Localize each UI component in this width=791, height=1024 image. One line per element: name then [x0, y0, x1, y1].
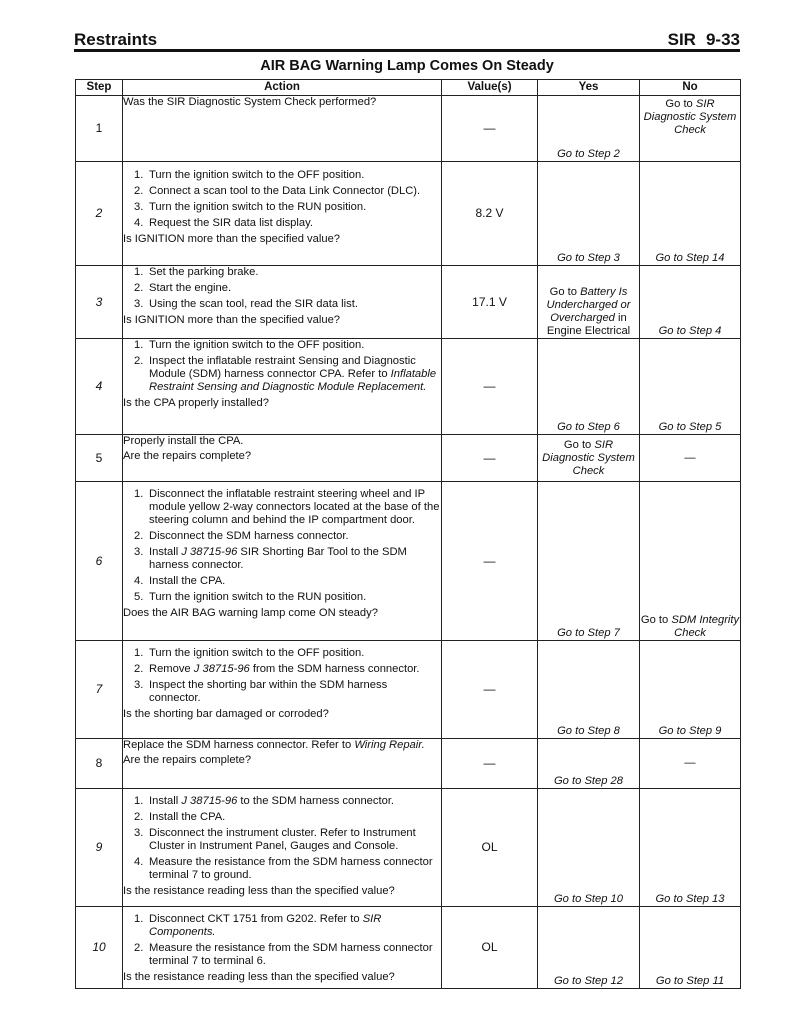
action-cell: [123, 96, 442, 162]
action-item: 4. Request the SIR data list display.: [134, 217, 313, 229]
question-text: Are the repairs complete?: [123, 754, 252, 766]
no-cell: Go to Step 14: [640, 162, 741, 266]
col-yes: Yes: [538, 80, 640, 96]
no-cell: Go to Step 5: [640, 339, 741, 435]
yes-cell: Go to Battery Is Undercharged or Overcharged in Engine Electrical: [538, 266, 640, 339]
action-item: 2. Measure the resistance from the SDM harness connector terminal 7 to terminal 6.: [134, 942, 433, 967]
action-item: 2. Remove J 38715-96 from the SDM harness connector.: [134, 663, 420, 675]
question-text: Is the resistance reading less than the specified value?: [123, 885, 395, 897]
action-list: [123, 795, 441, 882]
table-row-step-1: [76, 96, 741, 162]
action-cell: [123, 266, 442, 339]
diagnostic-table: [75, 79, 741, 989]
question-text: Is the shorting bar damaged or corroded?: [123, 708, 329, 720]
yes-cell: Go to Step 28: [538, 739, 640, 789]
value-cell: 17.1 V: [442, 266, 538, 339]
action-item: 2. Connect a scan tool to the Data Link Connector (DLC).: [134, 185, 421, 197]
table-row-step-5: [76, 435, 741, 482]
action-cell: [123, 162, 442, 266]
action-text: Replace the SDM harness connector. Refer to Wiring Repair.: [123, 739, 425, 751]
value-cell: —: [442, 482, 538, 641]
value-cell: —: [442, 339, 538, 435]
value-cell: —: [442, 641, 538, 739]
table-title: AIR BAG Warning Lamp Comes On Steady: [260, 58, 554, 74]
yes-cell: Go to Step 12: [538, 907, 640, 989]
action-cell: [123, 907, 442, 989]
action-list: [123, 647, 441, 705]
action-item: 2. Inspect the inflatable restraint Sensing and Diagnostic Module (SDM) harness connector CPA. Refer to Inflatable Restraint Sensing and Diagnostic Module Replacement.: [134, 355, 437, 393]
question-text: Does the AIR BAG warning lamp come ON steady?: [123, 607, 378, 619]
table-row-step-10: [76, 907, 741, 989]
value-cell: OL: [442, 789, 538, 907]
table-header-row: [76, 80, 741, 96]
action-text: Properly install the CPA.: [123, 435, 244, 447]
col-action: Action: [123, 80, 442, 96]
step-number: 2: [76, 162, 123, 266]
no-prefix: Go to: [665, 98, 696, 110]
action-item: 2. Install the CPA.: [134, 811, 226, 823]
action-list: [123, 488, 441, 604]
value-cell: —: [442, 96, 538, 162]
section-title: Restraints: [74, 30, 158, 49]
action-item: 4. Install the CPA.: [134, 575, 226, 587]
yes-cell: Go to Step 8: [538, 641, 640, 739]
no-cell: Go to Step 13: [640, 789, 741, 907]
step-number: 1: [76, 96, 123, 162]
action-cell: [123, 739, 442, 789]
question-text: Is the resistance reading less than the specified value?: [123, 971, 395, 983]
action-cell: [123, 641, 442, 739]
action-cell: [123, 482, 442, 641]
action-item: 1. Turn the ignition switch to the OFF position.: [134, 339, 365, 351]
page-reference: [668, 30, 740, 50]
value-cell: —: [442, 435, 538, 482]
step-number: 9: [76, 789, 123, 907]
table-row-step-7: [76, 641, 741, 739]
action-item: 3. Using the scan tool, read the SIR data list.: [134, 298, 358, 310]
step-number: 7: [76, 641, 123, 739]
no-cell: [640, 96, 741, 162]
no-cell: Go to SDM Integrity Check: [640, 482, 741, 641]
action-item: 2. Disconnect the SDM harness connector.: [134, 530, 349, 542]
action-item: 1. Install J 38715-96 to the SDM harness connector.: [134, 795, 395, 807]
action-text: Was the SIR Diagnostic System Check performed?: [123, 96, 377, 108]
step-number: 6: [76, 482, 123, 641]
action-cell: [123, 789, 442, 907]
col-values: Value(s): [442, 80, 538, 96]
action-list: [123, 913, 441, 968]
table-row-step-9: [76, 789, 741, 907]
action-list: [123, 169, 441, 230]
action-item: 3. Turn the ignition switch to the RUN position.: [134, 201, 367, 213]
action-item: 5. Turn the ignition switch to the RUN position.: [134, 591, 367, 603]
value-cell: 8.2 V: [442, 162, 538, 266]
yes-cell: Go to Step 7: [538, 482, 640, 641]
step-number: 4: [76, 339, 123, 435]
action-item: 3. Install J 38715-96 SIR Shorting Bar Tool to the SDM harness connector.: [134, 546, 407, 571]
action-item: 1. Disconnect the inflatable restraint steering wheel and IP module yellow 2-way connectors located at the base of the steering column and behind the IP compartment door.: [134, 488, 440, 526]
table-row-step-8: [76, 739, 741, 789]
no-ref: SIR Diagnostic System Check: [643, 98, 737, 136]
action-item: 1. Turn the ignition switch to the OFF position.: [134, 169, 365, 181]
action-item: 3. Disconnect the instrument cluster. Refer to Instrument Cluster in Instrument Panel, Gauges and Console.: [134, 827, 416, 852]
step-number: 3: [76, 266, 123, 339]
step-number: 10: [76, 907, 123, 989]
action-list: [123, 339, 441, 394]
header-rule: [74, 49, 740, 52]
action-cell: [123, 435, 442, 482]
step-number: 8: [76, 739, 123, 789]
question-text: Are the repairs complete?: [123, 450, 252, 462]
no-cell: —: [640, 739, 741, 789]
action-item: 3. Inspect the shorting bar within the SDM harness connector.: [134, 679, 388, 704]
table-row-step-2: [76, 162, 741, 266]
yes-cell: Go to Step 10: [538, 789, 640, 907]
action-item: 2. Start the engine.: [134, 282, 232, 294]
no-cell: Go to Step 9: [640, 641, 741, 739]
question-text: Is IGNITION more than the specified value?: [123, 233, 341, 245]
action-list: [123, 266, 441, 311]
col-no: No: [640, 80, 741, 96]
table-row-step-6: [76, 482, 741, 641]
yes-cell: Go to Step 3: [538, 162, 640, 266]
action-cell: [123, 339, 442, 435]
action-item: 1. Disconnect CKT 1751 from G202. Refer to SIR Components.: [134, 913, 382, 938]
no-cell: Go to Step 11: [640, 907, 741, 989]
no-cell: —: [640, 435, 741, 482]
action-item: 1. Set the parking brake.: [134, 266, 259, 278]
no-cell: Go to Step 4: [640, 266, 741, 339]
value-cell: OL: [442, 907, 538, 989]
action-item: 4. Measure the resistance from the SDM harness connector terminal 7 to ground.: [134, 856, 433, 881]
page-number: 9-33: [705, 30, 740, 49]
col-step: Step: [76, 80, 123, 96]
page-header: [74, 30, 740, 50]
yes-cell: Go to Step 2: [538, 96, 640, 162]
question-text: Is the CPA properly installed?: [123, 397, 269, 409]
yes-cell: Go to SIR Diagnostic System Check: [538, 435, 640, 482]
yes-cell: Go to Step 6: [538, 339, 640, 435]
step-number: 5: [76, 435, 123, 482]
chapter-label: SIR: [667, 30, 696, 49]
table-row-step-4: [76, 339, 741, 435]
value-cell: —: [442, 739, 538, 789]
table-row-step-3: [76, 266, 741, 339]
question-text: Is IGNITION more than the specified value?: [123, 314, 341, 326]
action-item: 1. Turn the ignition switch to the OFF position.: [134, 647, 365, 659]
